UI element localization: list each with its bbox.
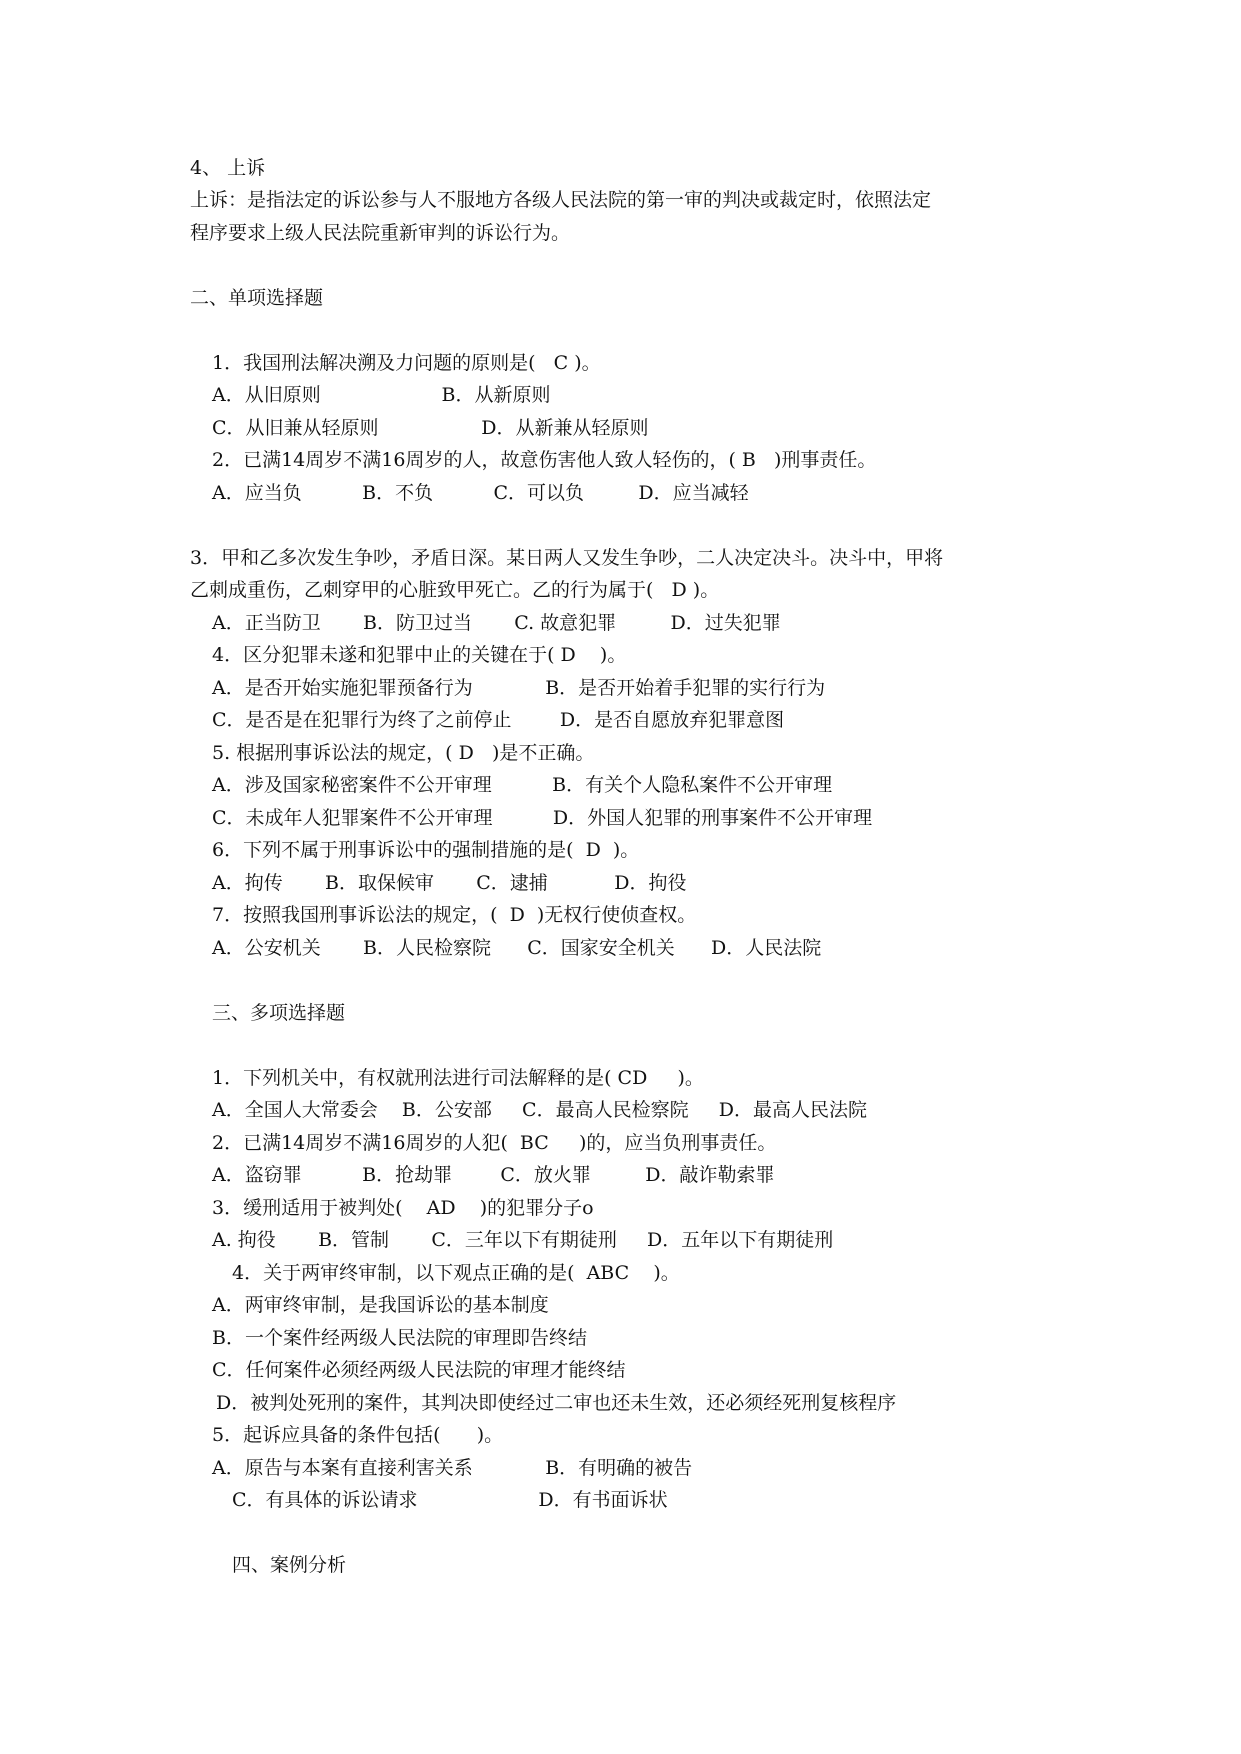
options-line: A．应当负 B．不负 C．可以负 D．应当减轻: [212, 482, 749, 504]
options-line: B．一个案件经两级人民法院的审理即告终结: [212, 1327, 587, 1349]
options-line: A．是否开始实施犯罪预备行为 B．是否开始着手犯罪的实行行为: [212, 677, 826, 699]
question-line: 1．下列机关中，有权就刑法进行司法解释的是( CD )。: [212, 1067, 704, 1089]
options-line: A．全国人大常委会 B．公安部 C．最高人民检察院 D．最高人民法院: [212, 1099, 868, 1121]
section-heading-case-analysis: 四、案例分析: [232, 1554, 347, 1576]
options-line: A．从旧原则 B．从新原则: [212, 384, 551, 406]
options-line: A. 拘役 B．管制 C．三年以下有期徒刑 D．五年以下有期徒刑: [212, 1229, 834, 1251]
options-line: A．拘传 B．取保候审 C．逮捕 D．拘役: [212, 872, 687, 894]
options-line: A．公安机关 B．人民检察院 C．国家安全机关 D．人民法院: [212, 937, 822, 959]
section-heading-appeal: 4、 上诉: [190, 157, 266, 179]
question-line: 4．关于两审终审制，以下观点正确的是( ABC )。: [232, 1262, 680, 1284]
question-line: 3．甲和乙多次发生争吵，矛盾日深。某日两人又发生争吵，二人决定决斗。决斗中，甲将: [190, 547, 944, 569]
question-line: 5. 根据刑事诉讼法的规定，( D )是不正确。: [212, 742, 595, 764]
definition-line: 上诉：是指法定的诉讼参与人不服地方各级人民法院的第一审的判决或裁定时，依照法定: [190, 189, 932, 211]
options-line: C．从旧兼从轻原则 D．从新兼从轻原则: [212, 417, 649, 439]
section-heading-single-choice: 二、单项选择题: [190, 287, 324, 309]
options-line: A．盗窃罪 B．抢劫罪 C．放火罪 D．敲诈勒索罪: [212, 1164, 775, 1186]
question-line: 3．缓刑适用于被判处( AD )的犯罪分子o: [212, 1197, 594, 1219]
question-line: 1．我国刑法解决溯及力问题的原则是( C )。: [212, 352, 601, 374]
section-heading-multi-choice: 三、多项选择题: [212, 1002, 346, 1024]
options-line: C．是否是在犯罪行为终了之前停止 D．是否自愿放弃犯罪意图: [212, 709, 785, 731]
options-line: C．未成年人犯罪案件不公开审理 D．外国人犯罪的刑事案件不公开审理: [212, 807, 873, 829]
question-line: 乙刺成重伤，乙刺穿甲的心脏致甲死亡。乙的行为属于( D )。: [190, 579, 720, 601]
options-line: A．涉及国家秘密案件不公开审理 B．有关个人隐私案件不公开审理: [212, 774, 833, 796]
question-line: 7．按照我国刑事诉讼法的规定，( D )无权行使侦查权。: [212, 904, 697, 926]
question-line: 4．区分犯罪未遂和犯罪中止的关键在于( D )。: [212, 644, 627, 666]
definition-line: 程序要求上级人民法院重新审判的诉讼行为。: [190, 222, 571, 244]
options-line: C．任何案件必须经两级人民法院的审理才能终结: [212, 1359, 626, 1381]
question-line: 2．已满14周岁不满16周岁的人，故意伤害他人致人轻伤的，( B )刑事责任。: [212, 449, 877, 471]
question-line: 6．下列不属于刑事诉讼中的强制措施的是( D )。: [212, 839, 640, 861]
options-line: C．有具体的诉讼请求 D．有书面诉状: [232, 1489, 668, 1511]
question-line: 5．起诉应具备的条件包括( )。: [212, 1424, 504, 1446]
options-line: A．两审终审制，是我国诉讼的基本制度: [212, 1294, 549, 1316]
question-line: 2．已满14周岁不满16周岁的人犯( BC )的，应当负刑事责任。: [212, 1132, 777, 1154]
options-line: A．正当防卫 B．防卫过当 C. 故意犯罪 D．过失犯罪: [212, 612, 781, 634]
options-line: A．原告与本案有直接利害关系 B．有明确的被告: [212, 1457, 693, 1479]
options-line: D．被判处死刑的案件，其判决即使经过二审也还未生效，还必须经死刑复核程序: [216, 1392, 897, 1414]
